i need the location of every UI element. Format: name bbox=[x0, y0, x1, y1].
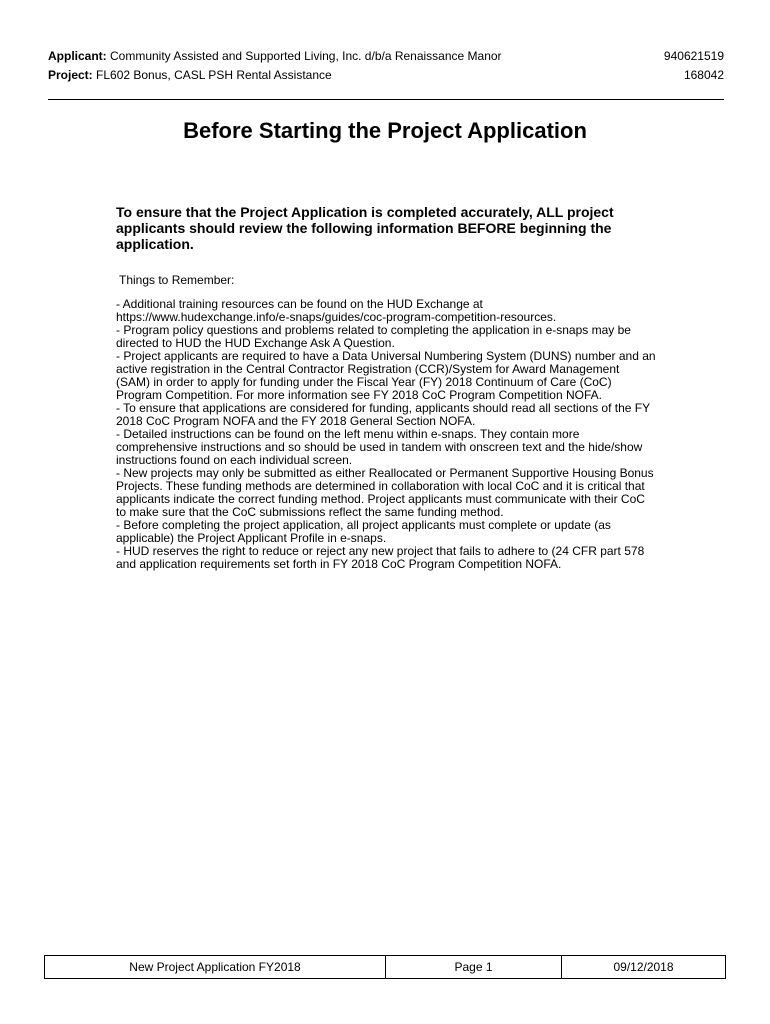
instruction-item: - Additional training resources can be found on the HUD Exchange at https://www.hudexchange.info/e-snaps/guides/coc-program-competition-resources. bbox=[116, 297, 557, 324]
footer-date: 09/12/2018 bbox=[613, 960, 674, 974]
header-divider bbox=[48, 99, 724, 100]
footer-form-name: New Project Application FY2018 bbox=[45, 956, 386, 978]
applicant-name: Community Assisted and Supported Living, Inc. d/b/a Renaissance Manor bbox=[106, 49, 502, 63]
project-info bbox=[48, 69, 508, 82]
footer-page-number: Page 1 bbox=[386, 956, 562, 978]
page-title: Before Starting the Project Application bbox=[183, 118, 587, 143]
applicant-id: 940621519 bbox=[663, 49, 724, 63]
instruction-item: - Program policy questions and problems related to completing the application in e-snaps may be directed to HUD the HUD Exchange Ask A Question. bbox=[116, 323, 631, 350]
instruction-item: - Project applicants are required to have a Data Universal Numbering System (DUNS) number and an active registration in the Central Contractor Registration (CCR)/System for Award Management (SAM) in order to apply for funding under the Fiscal Year (FY) 2018 Continuum of Care (CoC) Program Competition. For more information see FY 2018 CoC Program Competition NOFA. bbox=[116, 349, 656, 402]
project-label: Project: bbox=[48, 68, 93, 82]
instruction-item: - HUD reserves the right to reduce or reject any new project that fails to adhere to (24 CFR part 578 and application requirements set forth in FY 2018 CoC Program Competition NOFA. bbox=[116, 544, 645, 571]
instruction-item: - Detailed instructions can be found on the left menu within e-snaps. They contain more comprehensive instructions and so should be used in tandem with onscreen text and the hide/show instructions found on each individual screen. bbox=[116, 427, 643, 467]
page-header bbox=[48, 50, 724, 82]
instructions-list bbox=[116, 298, 656, 571]
project-row bbox=[48, 69, 724, 82]
project-id: 168042 bbox=[683, 68, 724, 82]
page-footer bbox=[44, 955, 726, 979]
instruction-item: - New projects may only be submitted as either Reallocated or Permanent Supportive Housing Bonus Projects. These funding methods are determined in collaboration with local CoC and it is critical that applicants indicate the correct funding method. Project applicants must communicate with their CoC to make sure that the CoC submissions reflect the same funding method. bbox=[116, 466, 654, 519]
project-name: FL602 Bonus, CASL PSH Rental Assistance bbox=[92, 68, 332, 82]
instruction-item: - Before completing the project application, all project applicants must complete or update (as applicable) the Project Applicant Profile in e-snaps. bbox=[116, 518, 611, 545]
things-to-remember-heading: Things to Remember: bbox=[119, 273, 235, 287]
instruction-item: - To ensure that applications are considered for funding, applicants should read all sections of the FY 2018 CoC Program NOFA and the FY 2018 General Section NOFA. bbox=[116, 401, 650, 428]
applicant-info bbox=[48, 50, 508, 63]
applicant-row bbox=[48, 50, 724, 63]
applicant-label: Applicant: bbox=[48, 49, 107, 63]
intro-text: To ensure that the Project Application is completed accurately, ALL project applicants should review the following information BEFORE beginning the application. bbox=[116, 204, 614, 252]
